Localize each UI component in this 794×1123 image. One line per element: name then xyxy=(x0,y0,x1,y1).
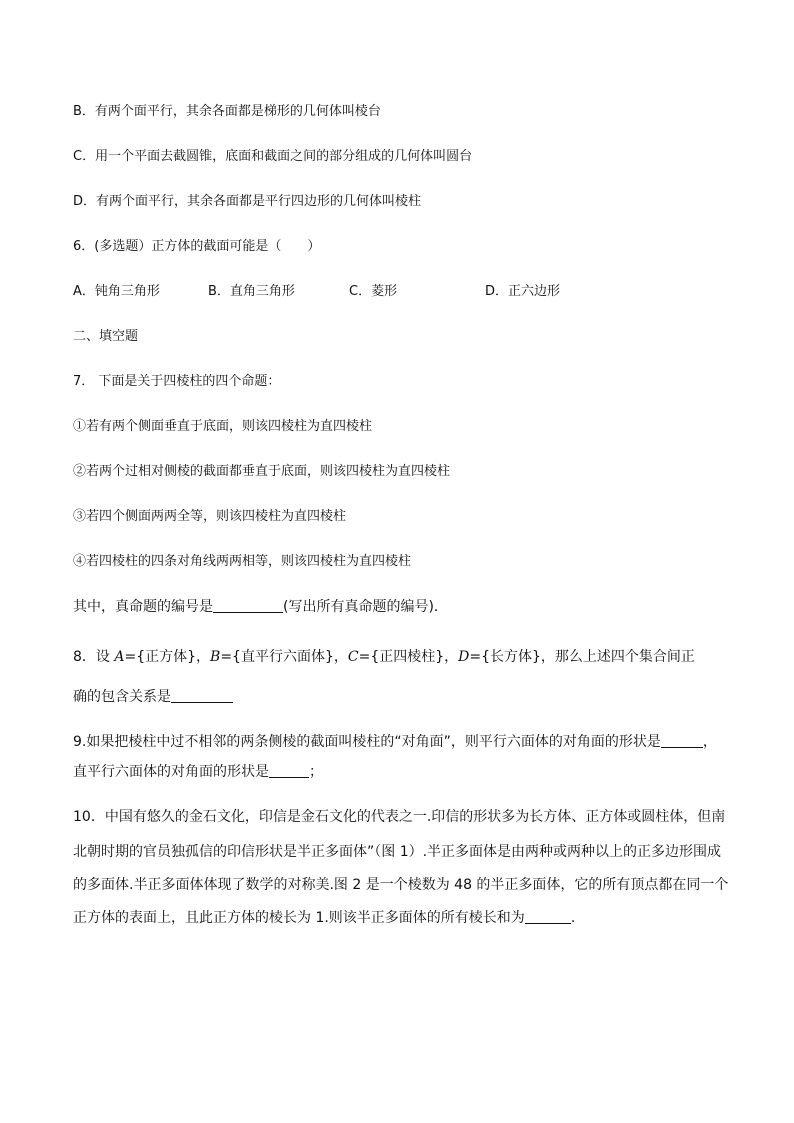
q7-stem: 7． 下面是关于四棱柱的四个命题： xyxy=(73,374,281,389)
q8-answer-blank[interactable] xyxy=(171,688,233,703)
q7-answer-suffix: (写出所有真命题的编号)． xyxy=(283,599,448,615)
q8-set-a: A xyxy=(114,649,125,665)
q6-stem: 6．(多选题）正方体的截面可能是（ ） xyxy=(73,239,321,254)
q9-line-2 xyxy=(73,763,323,781)
q7-item-2: ②若两个过相对侧棱的截面都垂直于底面，则该四棱柱为直四棱柱 xyxy=(73,464,451,479)
q5-option-d: D．有两个面平行，其余各面都是平行四边形的几何体叫棱柱 xyxy=(73,194,422,209)
q9-text-2-end: ； xyxy=(309,764,323,780)
q8-text-2: ={正方体}， xyxy=(124,649,211,665)
q6-option-a: A．钝角三角形 xyxy=(73,284,160,299)
q10-line-1: 10．中国有悠久的金石文化，印信是金石文化的代表之一.印信的形状多为长方体、正方体或圆柱体，但南 xyxy=(73,809,726,825)
q10-text-4: 正方体的表面上，且此正方体的棱长为 1.则该半正多面体的所有棱长和为 xyxy=(73,910,525,926)
section-heading: 二、填空题 xyxy=(73,329,139,344)
q8-text-3: ={直平行六面体}， xyxy=(220,649,348,665)
q7-item-3: ③若四个侧面两两全等，则该四棱柱为直四棱柱 xyxy=(73,509,347,524)
q10-answer-blank[interactable] xyxy=(525,909,571,924)
q7-answer-line xyxy=(73,598,448,616)
q8-text-4: ={正四棱柱}， xyxy=(358,649,459,665)
q10-line-3: 的多面体.半正多面体体现了数学的对称美.图 2 是一个棱数为 48 的半正多面体，它的所有顶点都在同一个 xyxy=(73,877,729,893)
q5-option-c: C．用一个平面去截圆锥，底面和截面之间的部分组成的几何体叫圆台 xyxy=(73,149,473,164)
q6-option-c: C．菱形 xyxy=(349,284,398,299)
q7-answer-prefix: 其中，真命题的编号是 xyxy=(73,599,213,615)
q5-option-b: B．有两个面平行，其余各面都是梯形的几何体叫棱台 xyxy=(73,104,381,119)
q8-text-6: 确的包含关系是 xyxy=(73,689,171,705)
q9-answer-blank-2[interactable] xyxy=(269,763,309,778)
q8-set-c: C xyxy=(347,649,359,665)
q8-set-b: B xyxy=(210,649,221,665)
q10-line-4 xyxy=(73,909,575,927)
q6-options xyxy=(73,283,733,301)
q7-item-4: ④若四棱柱的四条对角线两两相等，则该四棱柱为直四棱柱 xyxy=(73,554,412,569)
q9-text-2: 直平行六面体的对角面的形状是 xyxy=(73,764,269,780)
q9-answer-blank-1[interactable] xyxy=(661,733,703,748)
q9-line-1 xyxy=(73,733,717,751)
q7-item-1: ①若有两个侧面垂直于底面，则该四棱柱为直四棱柱 xyxy=(73,419,373,434)
q6-option-b: B．直角三角形 xyxy=(208,284,295,299)
q8-text-1: 8．设 xyxy=(73,649,115,665)
q8-text-5: ={长方体}，那么上述四个集合间正 xyxy=(469,649,695,665)
q6-option-d: D．正六边形 xyxy=(485,284,561,299)
q10-text-4-end: . xyxy=(570,910,576,926)
q7-answer-blank[interactable] xyxy=(213,598,283,613)
q9-text-1-end: ， xyxy=(702,734,717,750)
q8-line-2 xyxy=(73,688,233,706)
q8-set-d: D xyxy=(458,649,470,665)
q9-text-1: 9.如果把棱柱中过不相邻的两条侧棱的截面叫棱柱的“对角面”，则平行六面体的对角面的形状是 xyxy=(73,734,661,750)
q10-line-2: 北朝时期的官员独孤信的印信形状是半正多面体”（图 1）.半正多面体是由两种或两种以上的正多边形围成 xyxy=(73,844,722,860)
q8-line-1 xyxy=(73,648,695,666)
